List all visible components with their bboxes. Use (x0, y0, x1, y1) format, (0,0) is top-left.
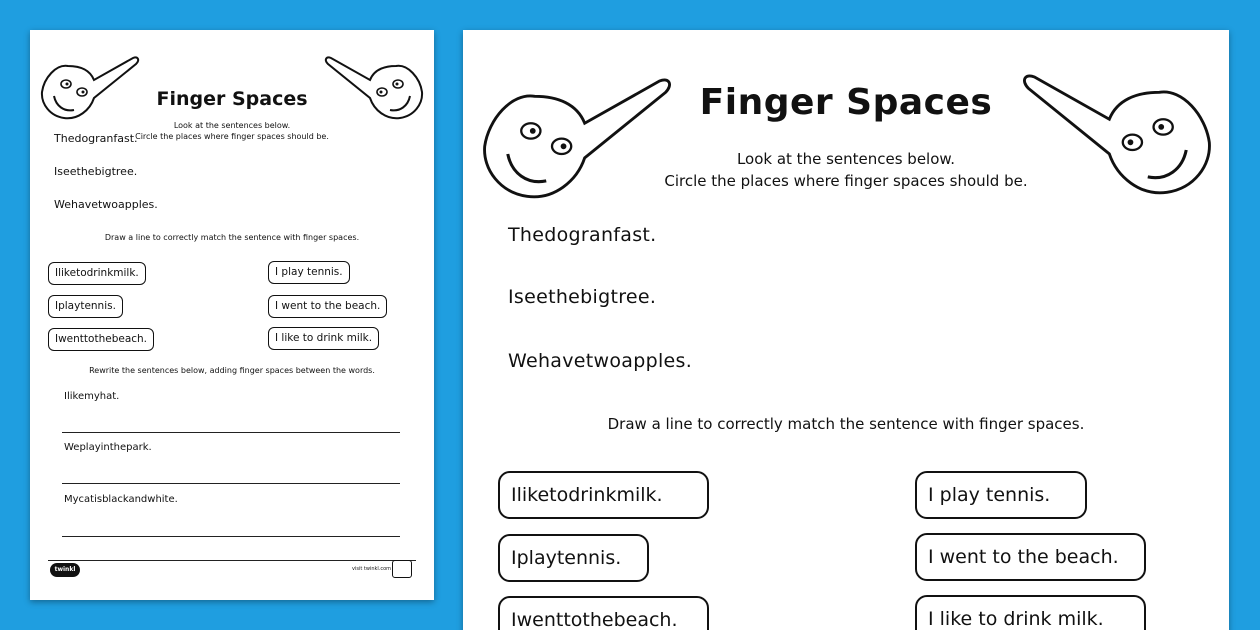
worksheet-zoomed[interactable] (463, 30, 1229, 630)
match-left-box[interactable]: Iplaytennis. (498, 534, 649, 582)
match-right-box[interactable]: I went to the beach. (268, 295, 387, 318)
instruction-line: Circle the places where finger spaces should be. (135, 132, 329, 141)
match-right-box[interactable]: I went to the beach. (915, 533, 1146, 581)
twinkl-logo: twinkl (50, 563, 80, 577)
footer-site: visit twinkl.com (352, 566, 392, 572)
sentence: Wehavetwoapples. (508, 350, 693, 372)
sentence: Iseethebigtree. (54, 165, 138, 178)
sentence: Thedogranfast. (54, 132, 138, 145)
worksheet-title: Finger Spaces (156, 88, 308, 110)
rewrite-sentence: Ilikemyhat. (64, 391, 120, 402)
writing-line[interactable] (62, 483, 400, 484)
rewrite-sentence: Mycatisblackandwhite. (64, 494, 178, 505)
match-left-box[interactable]: Iwenttothebeach. (498, 596, 709, 630)
instructions (463, 148, 1229, 192)
match-instruction: Draw a line to correctly match the sentence with finger spaces. (104, 233, 360, 242)
worksheet-thumbnail[interactable] (30, 30, 434, 600)
quality-stamp-icon (392, 560, 412, 578)
long-nose-face-icon (38, 44, 142, 122)
sentence: Wehavetwoapples. (54, 198, 158, 211)
worksheet-title: Finger Spaces (699, 82, 993, 123)
match-left-box[interactable]: Iliketodrinkmilk. (498, 471, 709, 519)
match-right-box[interactable]: I like to drink milk. (915, 595, 1146, 630)
match-right-box[interactable]: I play tennis. (915, 471, 1087, 519)
instruction-line: Look at the sentences below. (173, 121, 291, 130)
match-left-box[interactable]: Iwenttothebeach. (48, 328, 154, 351)
match-left-box[interactable]: Iliketodrinkmilk. (48, 262, 146, 285)
sentence: Iseethebigtree. (508, 286, 657, 308)
rewrite-instruction: Rewrite the sentences below, adding finger spaces between the words. (89, 366, 375, 375)
match-left-box[interactable]: Iplaytennis. (48, 295, 123, 318)
instruction-line: Circle the places where finger spaces should be. (664, 172, 1028, 190)
match-right-box[interactable]: I play tennis. (268, 261, 350, 284)
rewrite-sentence: Weplayinthepark. (64, 442, 152, 453)
footer-divider (48, 560, 416, 561)
long-nose-face-icon (322, 44, 426, 122)
writing-line[interactable] (62, 536, 400, 537)
instruction-line: Look at the sentences below. (736, 150, 956, 168)
match-instruction: Draw a line to correctly match the sentence with finger spaces. (607, 415, 1085, 433)
writing-line[interactable] (62, 432, 400, 433)
match-right-box[interactable]: I like to drink milk. (268, 327, 379, 350)
sentence: Thedogranfast. (508, 224, 657, 246)
